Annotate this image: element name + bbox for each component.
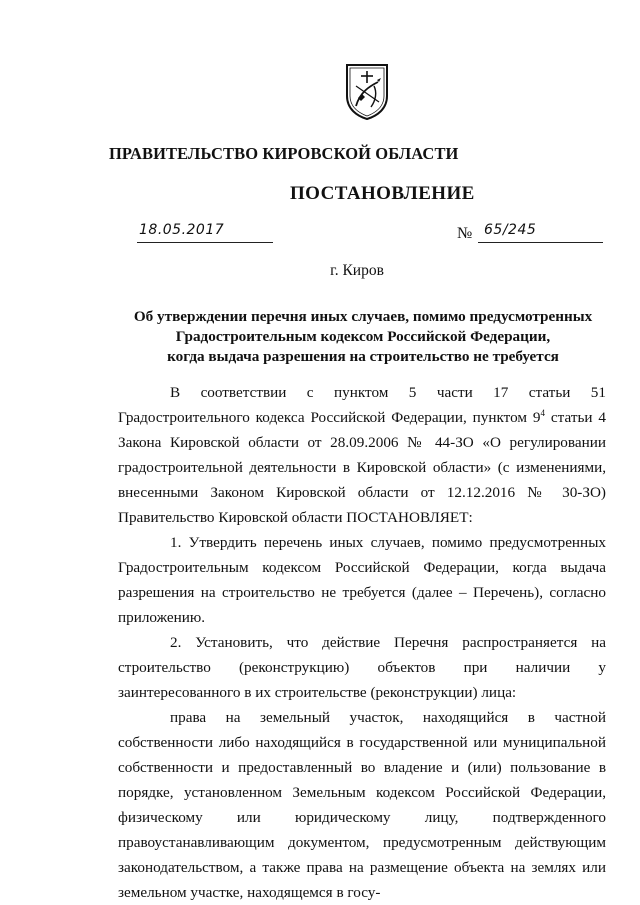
document-date-field	[137, 222, 273, 243]
government-name: ПРАВИТЕЛЬСТВО КИРОВСКОЙ ОБЛАСТИ	[109, 144, 459, 163]
superscript: 4	[540, 407, 546, 418]
item-1-paragraph: 1. Утвердить перечень иных случаев, помимо предусмотренных Градостроительным кодексом Российской Федерации, когда выдача разрешения на строительство не требуется (далее – Перечень), согласно приложению.	[118, 534, 606, 626]
subject-line: Градостроительным кодексом Российской Федерации,	[175, 328, 551, 345]
subject-line: Об утверждении перечня иных случаев, помимо предусмотренных	[133, 308, 593, 325]
city-name: г. Киров	[330, 262, 384, 279]
document-number-field	[478, 222, 603, 243]
document-number: 65/245	[484, 222, 537, 238]
subject-line: когда выдача разрешения на строительство не требуется	[167, 348, 559, 365]
item-2-subparagraph: права на земельный участок, находящийся в частной собственности либо находящийся в государственной или муниципальной собственности и предоставленный во владение и (или) пользование в порядке, установленном Земельным кодексом Российской Федерации, физическому или юридическому лицу, подтвержденного правоустанавливающим документом, предусмотренным действующим законодательством, а также права на размещение объекта на землях или земельном участке, находящемся в госу-	[118, 709, 606, 901]
kirov-oblast-coat-of-arms-icon	[344, 62, 390, 120]
document-body	[118, 380, 606, 905]
document-subject	[120, 307, 606, 367]
preamble-paragraph: В соответствии с пунктом 5 части 17 статьи 51 Градостроительного кодекса Российской Федерации, пунктом $9^4$ статьи 4 Закона Кировской области от 28.09.2006 № 44-ЗО «О регулировании градостроительной деятельности в Кировской области» (с изменениями, внесенными Законом Кировской области от 12.12.2016 № 30-ЗО) Правительство Кировской области ПОСТАНОВЛЯЕТ:	[118, 384, 607, 526]
document-type-title: ПОСТАНОВЛЕНИЕ	[290, 183, 475, 204]
number-sign: №	[457, 225, 473, 242]
item-2-paragraph: 2. Установить, что действие Перечня распространяется на строительство (реконструкцию) объектов при наличии у заинтересованного в их строительстве (реконструкции) лица:	[118, 634, 606, 701]
document-date: 18.05.2017	[139, 222, 225, 238]
